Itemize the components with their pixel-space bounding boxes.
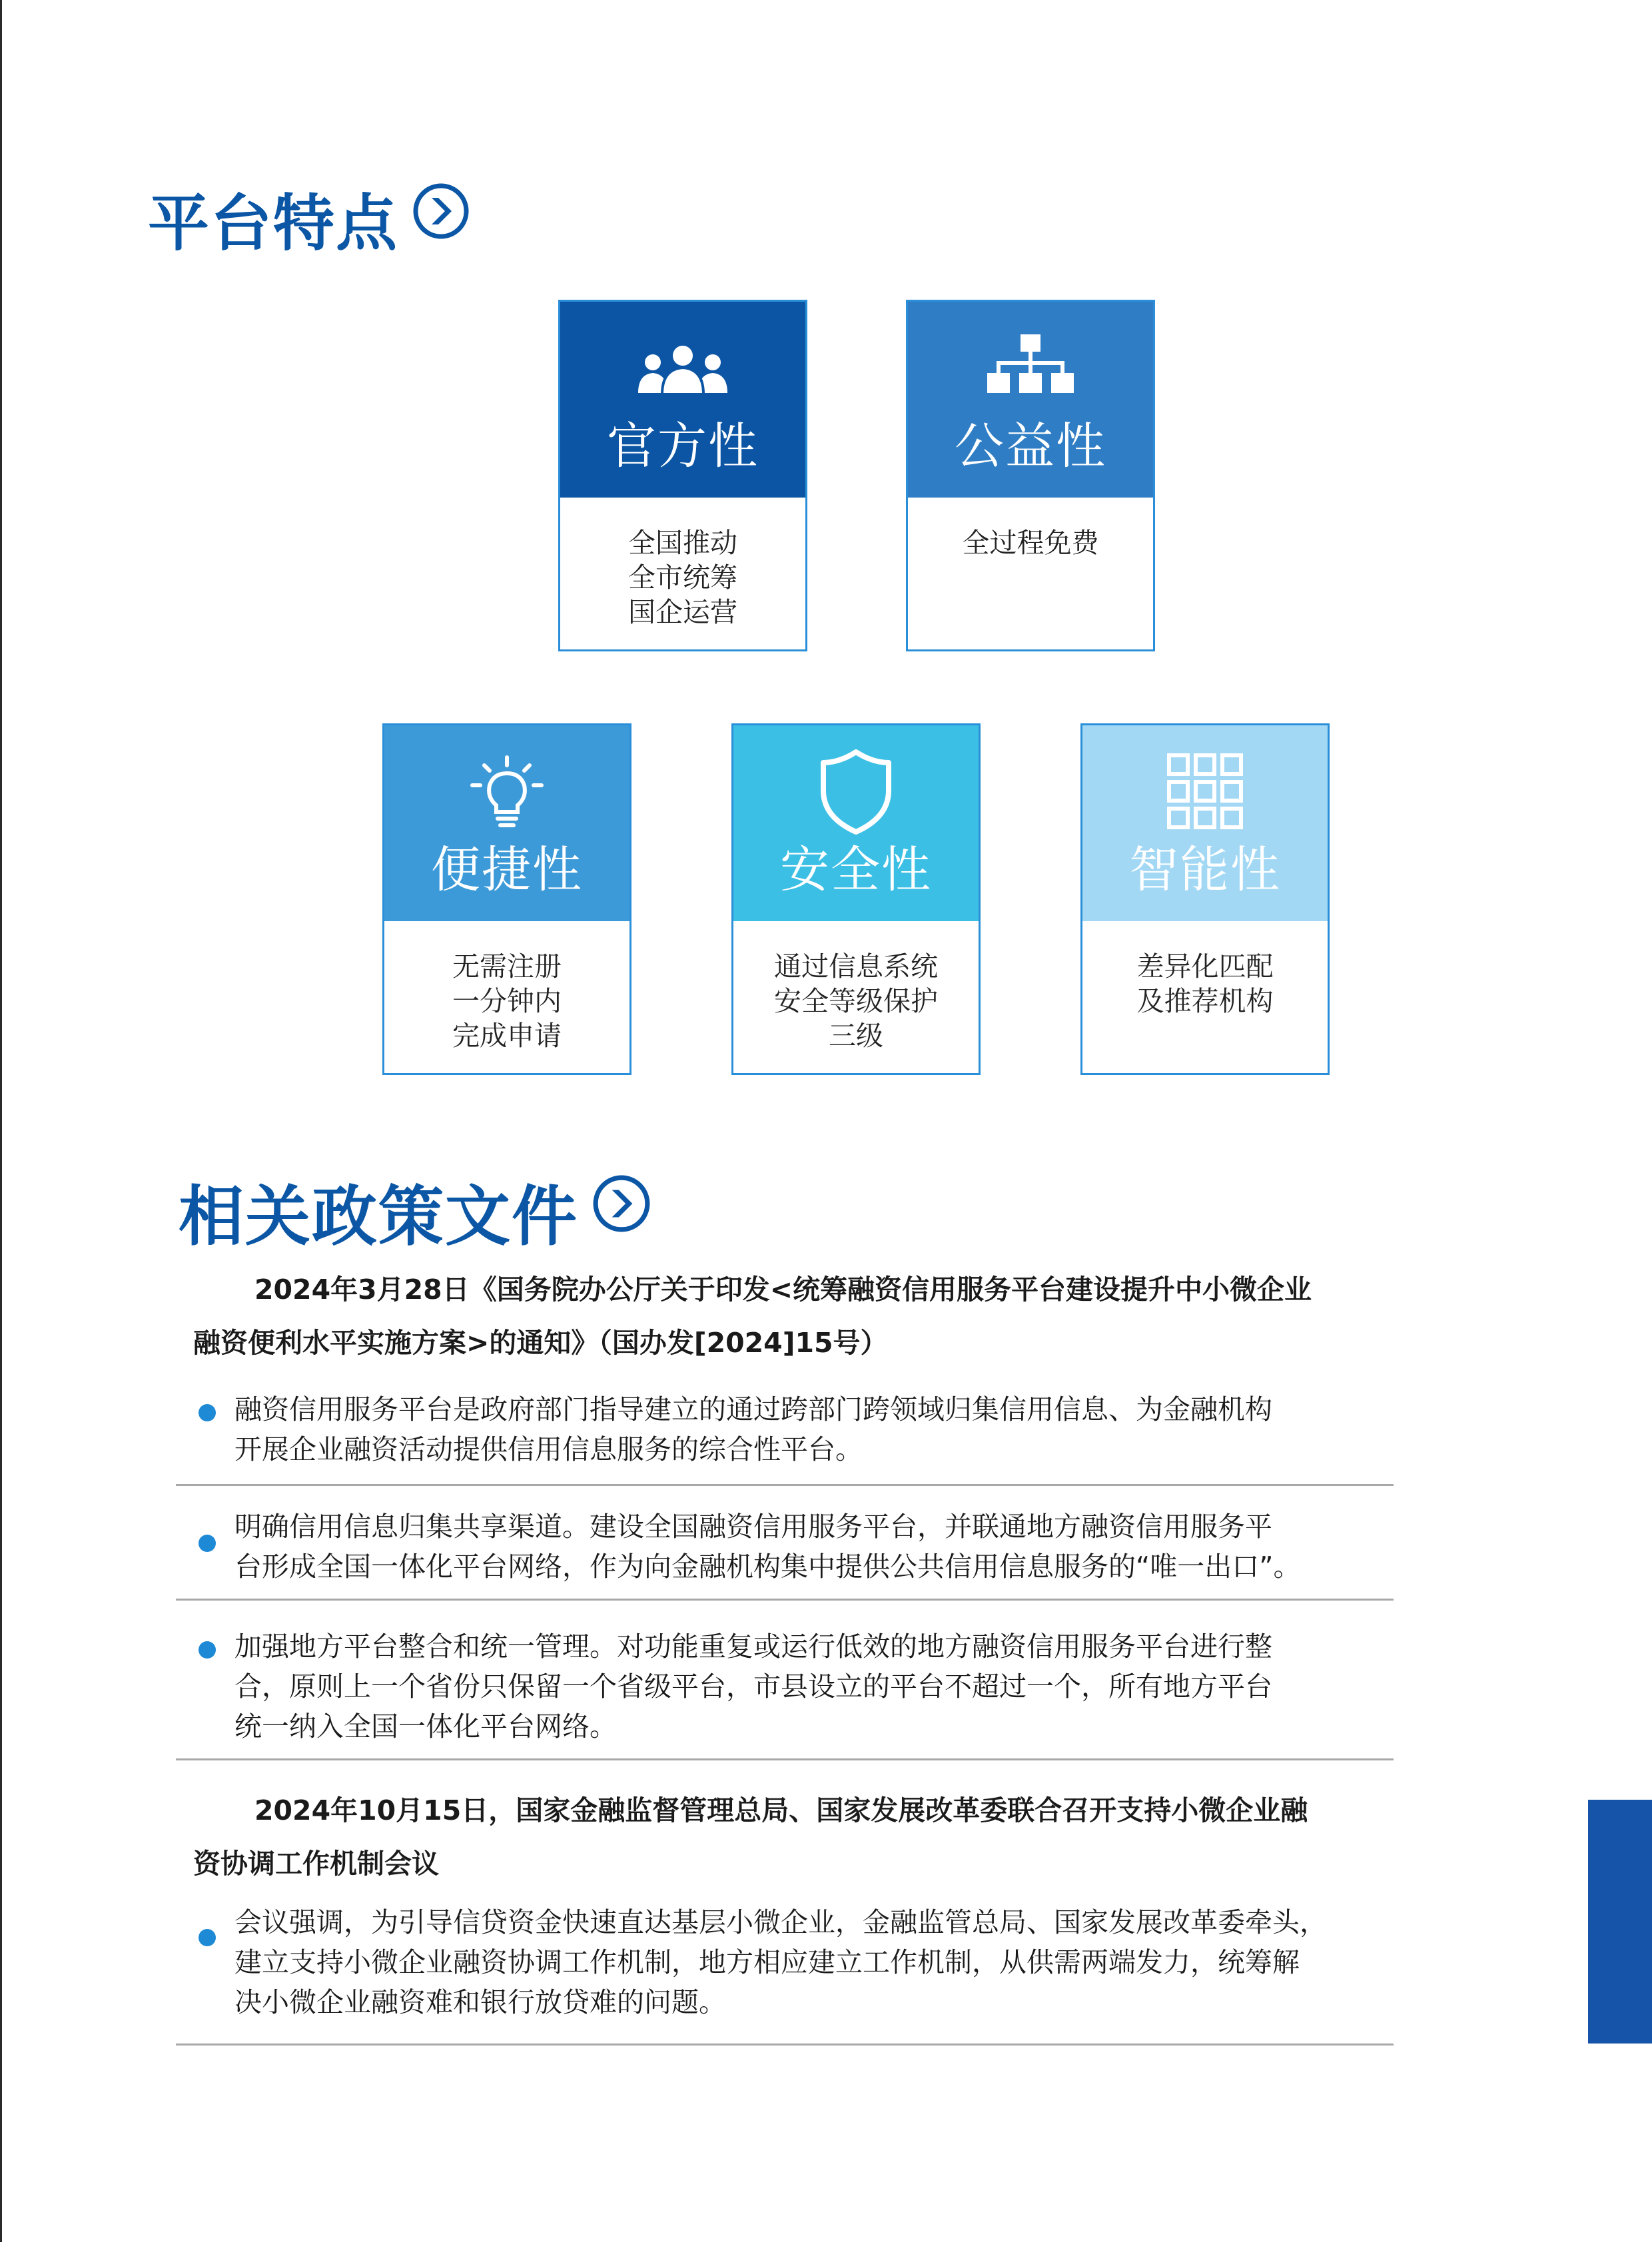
feature-card-public-welfare bbox=[906, 300, 1155, 651]
feature-card-desc bbox=[1082, 921, 1328, 1018]
org-chart-icon bbox=[987, 338, 1074, 398]
policy-bullet bbox=[199, 1902, 1398, 2022]
feature-card-label: 安全性 bbox=[780, 841, 932, 899]
desc-line: 及推荐机构 bbox=[1136, 985, 1274, 1017]
people-icon bbox=[633, 338, 733, 398]
feature-card-header bbox=[560, 302, 805, 498]
desc-line: 全国推动 bbox=[628, 527, 737, 559]
feature-card-security bbox=[731, 723, 981, 1075]
desc-line: 国企运营 bbox=[628, 596, 737, 628]
features-section-title bbox=[148, 175, 470, 262]
feature-card-label: 智能性 bbox=[1129, 841, 1281, 899]
bullet-line: 台形成全国一体化平台网络，作为向金融机构集中提供公共信用信息服务的“唯一出口”。 bbox=[234, 1551, 1301, 1583]
page-border bbox=[0, 0, 2, 2242]
bullet-line: 建立支持小微企业融资协调工作机制，地方相应建立工作机制，从供需两端发力，统筹解 bbox=[234, 1946, 1300, 1978]
desc-line: 差异化匹配 bbox=[1136, 950, 1274, 982]
chevron-right-icon bbox=[412, 182, 470, 255]
bullet-line: 明确信用信息归集共享渠道。建设全国融资信用服务平台，并联通地方融资信用服务平 bbox=[234, 1511, 1272, 1543]
divider bbox=[176, 2044, 1394, 2046]
grid-icon bbox=[1166, 761, 1244, 821]
policy-doc2-heading bbox=[193, 1784, 1392, 1890]
bullet-line: 加强地方平台整合和统一管理。对功能重复或运行低效的地方融资信用服务平台进行整 bbox=[234, 1631, 1272, 1663]
bullet-line: 统一纳入全国一体化平台网络。 bbox=[234, 1710, 617, 1742]
bullet-line: 融资信用服务平台是政府部门指导建立的通过跨部门跨领域归集信用信息、为金融机构 bbox=[234, 1393, 1272, 1425]
shield-icon bbox=[819, 761, 893, 821]
feature-card-header bbox=[908, 302, 1153, 498]
policy-doc1-heading bbox=[193, 1263, 1392, 1369]
feature-card-header bbox=[1082, 725, 1328, 921]
desc-line: 全过程免费 bbox=[962, 527, 1099, 559]
bullet-dot bbox=[199, 1929, 216, 1946]
divider bbox=[176, 1484, 1394, 1486]
feature-card-intelligence bbox=[1080, 723, 1330, 1075]
feature-card-convenience bbox=[382, 723, 631, 1075]
desc-line: 安全等级保护 bbox=[774, 985, 938, 1017]
feature-card-header bbox=[733, 725, 979, 921]
heading-line: 资协调工作机制会议 bbox=[193, 1848, 439, 1880]
heading-line: 融资便利水平实施方案>的通知》（国办发[2024]15号） bbox=[193, 1327, 888, 1359]
heading-line: 2024年3月28日《国务院办公厅关于印发<统筹融资信用服务平台建设提升中小微企业 bbox=[254, 1274, 1312, 1306]
bullet-line: 决小微企业融资难和银行放贷难的问题。 bbox=[234, 1986, 726, 2018]
feature-card-label: 公益性 bbox=[955, 418, 1106, 475]
desc-line: 三级 bbox=[829, 1020, 883, 1052]
bullet-line: 会议强调，为引导信贷资金快速直达基层小微企业，金融监管总局、国家发展改革委牵头， bbox=[234, 1906, 1327, 1938]
feature-card-desc bbox=[560, 498, 805, 629]
divider bbox=[176, 1599, 1394, 1601]
heading-line: 2024年10月15日，国家金融监督管理总局、国家发展改革委联合召开支持小微企业融 bbox=[254, 1794, 1308, 1826]
feature-card-official bbox=[558, 300, 807, 651]
policy-bullet bbox=[199, 1627, 1398, 1746]
desc-line: 无需注册 bbox=[452, 950, 562, 982]
features-title-text: 平台特点 bbox=[148, 188, 399, 259]
feature-card-label: 官方性 bbox=[607, 418, 759, 475]
desc-line: 完成申请 bbox=[452, 1020, 562, 1052]
bullet-line: 合，原则上一个省份只保留一个省级平台，市县设立的平台不超过一个，所有地方平台 bbox=[234, 1671, 1272, 1702]
policies-title-text: 相关政策文件 bbox=[179, 1179, 579, 1255]
feature-card-desc bbox=[733, 921, 979, 1053]
desc-line: 通过信息系统 bbox=[774, 950, 938, 982]
desc-line: 全市统筹 bbox=[628, 561, 737, 593]
policies-section-title bbox=[179, 1164, 651, 1258]
chevron-right-icon bbox=[592, 1174, 651, 1250]
bullet-dot bbox=[199, 1641, 216, 1659]
bullet-dot bbox=[199, 1404, 216, 1421]
policy-bullet bbox=[199, 1389, 1398, 1469]
divider bbox=[176, 1758, 1394, 1760]
side-tab bbox=[1588, 1800, 1652, 2044]
feature-card-desc bbox=[384, 921, 629, 1053]
bullet-dot bbox=[199, 1535, 216, 1552]
feature-card-header bbox=[384, 725, 629, 921]
bullet-line: 开展企业融资活动提供信用信息服务的综合性平台。 bbox=[234, 1433, 863, 1465]
feature-card-label: 便捷性 bbox=[431, 841, 583, 899]
feature-card-desc bbox=[908, 498, 1153, 560]
desc-line: 一分钟内 bbox=[452, 985, 562, 1017]
lightbulb-icon bbox=[467, 761, 547, 821]
policy-bullet bbox=[199, 1507, 1398, 1587]
